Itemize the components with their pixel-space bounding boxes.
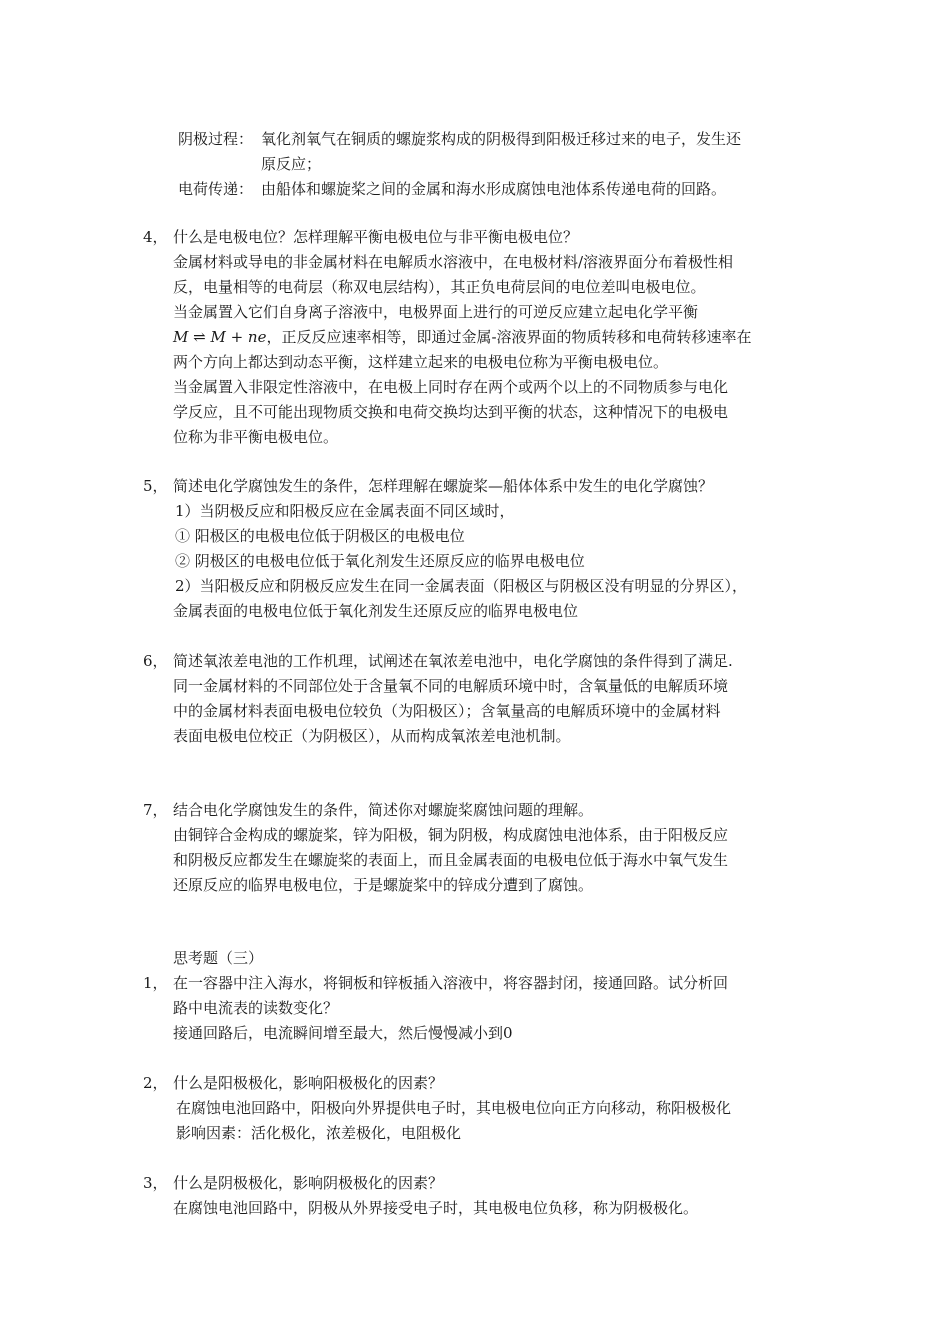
q4-p2-line1: 当金属置入它们自身离子溶液中，电极界面上进行的可逆反应建立起电化学平衡 [173, 303, 699, 321]
q7-line3: 还原反应的临界电极电位，于是螺旋桨中的锌成分遭到了腐蚀。 [173, 876, 594, 894]
q7-line2: 和阴极反应都发生在螺旋桨的表面上，而且金属表面的电极电位低于海水中氧气发生 [173, 851, 729, 869]
q6-question: 简述氧浓差电池的工作机理，试阐述在氧浓差电池中，电化学腐蚀的条件得到了满足. [173, 652, 733, 670]
s3-q2-line2: 影响因素：活化极化，浓差极化，电阻极化 [176, 1124, 462, 1142]
s3-q2-number: 2， [143, 1074, 168, 1092]
q5-line3: ② 阴极区的电极电位低于氧化剂发生还原反应的临界电极电位 [175, 552, 585, 570]
q4-p3-line2: 学反应，且不可能出现物质交换和电荷交换均达到平衡的状态，这种情况下的电极电 [173, 403, 729, 421]
cathode-label: 阴极过程： [178, 130, 254, 148]
charge-text: 由船体和螺旋桨之间的金属和海水形成腐蚀电池体系传递电荷的回路。 [261, 180, 727, 198]
q7-question: 结合电化学腐蚀发生的条件，简述你对螺旋桨腐蚀问题的理解。 [173, 801, 594, 819]
section-title: 思考题（三） [173, 949, 264, 967]
q6-line1: 同一金属材料的不同部位处于含量氧不同的电解质环境中时，含氧量低的电解质环境 [173, 677, 729, 695]
charge-label: 电荷传递： [178, 180, 254, 198]
s3-q3-line1: 在腐蚀电池回路中，阴极从外界接受电子时，其电极电位负移，称为阴极极化。 [173, 1199, 699, 1217]
q4-p3-line3: 位称为非平衡电极电位。 [173, 428, 339, 446]
q6-line3: 表面电极电位校正（为阴极区），从而构成氧浓差电池机制。 [173, 727, 571, 745]
q4-number: 4， [143, 228, 168, 246]
q5-line2: ① 阳极区的电极电位低于阴极区的电极电位 [175, 527, 465, 545]
q4-question: 什么是电极电位？怎样理解平衡电极电位与非平衡电极电位？ [173, 228, 579, 246]
s3-q3-question: 什么是阴极极化，影响阴极极化的因素？ [173, 1174, 444, 1192]
s3-q2-line1: 在腐蚀电池回路中，阳极向外界提供电子时，其电极电位向正方向移动，称阳极极化 [176, 1099, 732, 1117]
q4-p3-line1: 当金属置入非限定性溶液中，在电极上同时存在两个或两个以上的不同物质参与电化 [173, 378, 729, 396]
q5-number: 5， [143, 477, 168, 495]
s3-q1-number: 1， [143, 974, 168, 992]
s3-q3-number: 3， [143, 1174, 168, 1192]
cathode-text: 氧化剂氧气在铜质的螺旋浆构成的阴极得到阳极迁移过来的电子，发生还 [261, 130, 742, 148]
q4-p2-line3: 两个方向上都达到动态平衡，这样建立起来的电极电位称为平衡电极电位。 [173, 353, 669, 371]
q4-p1-line2: 反，电量相等的电荷层（称双电层结构），其正负电荷层间的电位差叫电极电位。 [173, 278, 706, 296]
q4-p2-line2-text: ，正反反应速率相等，即通过金属-溶液界面的物质转移和电荷转移速率在 [266, 328, 752, 346]
q5-line4: 2）当阳极反应和阴极反应发生在同一金属表面（阳极区与阴极区没有明显的分界区）， [175, 577, 748, 595]
s3-q1-question-line1: 在一容器中注入海水，将铜板和锌板插入溶液中，将容器封闭，接通回路。试分析回 [173, 974, 729, 992]
cathode-text-2: 原反应； [261, 155, 322, 173]
q4-p2-line2 [173, 325, 752, 349]
s3-q2-question: 什么是阳极极化，影响阳极极化的因素？ [173, 1074, 444, 1092]
q5-line1: 1）当阴极反应和阳极反应在金属表面不同区域时， [175, 502, 515, 520]
s3-q1-answer: 接通回路后，电流瞬间增至最大，然后慢慢减小到0 [173, 1024, 513, 1042]
s3-q1-question-line2: 路中电流表的读数变化？ [173, 999, 339, 1017]
q7-line1: 由铜锌合金构成的螺旋桨，锌为阳极，铜为阴极，构成腐蚀电池体系，由于阳极反应 [173, 826, 729, 844]
q7-number: 7， [143, 801, 168, 819]
q4-p1-line1: 金属材料或导电的非金属材料在电解质水溶液中，在电极材料/溶液界面分布着极性相 [173, 253, 734, 271]
equilibrium-equation: M ⇌ M + ne [173, 328, 267, 346]
q6-line2: 中的金属材料表面电极电位较负（为阳极区）；含氧量高的电解质环境中的金属材料 [173, 702, 721, 720]
q5-line5: 金属表面的电极电位低于氧化剂发生还原反应的临界电极电位 [173, 602, 579, 620]
q5-question: 简述电化学腐蚀发生的条件，怎样理解在螺旋桨—船体体系中发生的电化学腐蚀？ [173, 477, 714, 495]
q6-number: 6， [143, 652, 168, 670]
